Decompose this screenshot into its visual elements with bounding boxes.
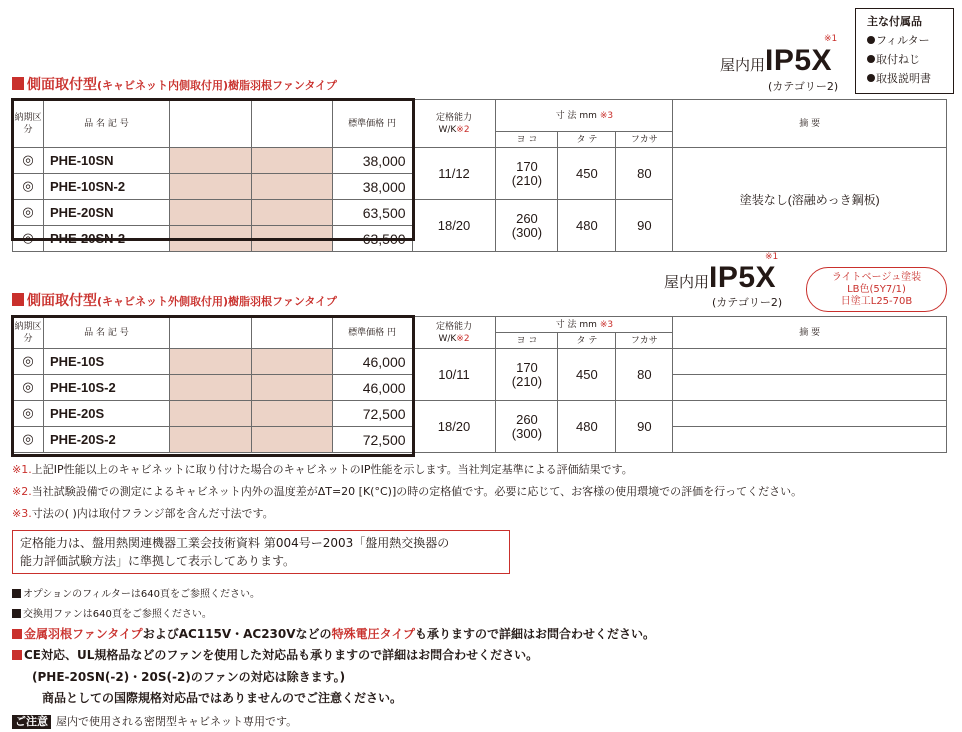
ce-ul-note: CE対応、UL規格品などのファンを使用した対応品も承りますので詳細はお問合わせください。	[12, 646, 538, 663]
ip-category: (カテゴリー2)	[712, 296, 783, 309]
depth: 90	[616, 200, 673, 252]
footnote-1: ※1.上記IP性能以上のキャビネットに取り付けた場合のキャビネットのIP性能を示します。当社判定基準による評価結果です。	[12, 463, 633, 476]
accessory-item: 取扱説明書	[867, 69, 953, 88]
product-name: PHE-10SN-2	[43, 174, 169, 200]
header-delivery: 納期区分	[13, 317, 44, 349]
bullet-icon	[867, 36, 875, 44]
remarks-cell	[673, 375, 947, 401]
table-row: ◎ PHE-10SN-2 38,000	[13, 174, 947, 200]
price: 38,000	[332, 148, 412, 174]
price: 46,000	[332, 375, 412, 401]
width: 260 (300)	[496, 200, 558, 252]
header-remarks: 摘 要	[673, 100, 947, 148]
header-width: ヨ コ	[496, 132, 558, 148]
table-row: ◎ PHE-20SN 63,500 18/20 260 (300) 480 90	[13, 200, 947, 226]
table-row: ◎ PHE-20S 72,500 18/20 260 (300) 480 90	[13, 401, 947, 427]
capacity: 10/11	[412, 349, 496, 401]
header-product: 品 名 記 号	[43, 317, 169, 349]
table-row: ◎ PHE-20S-2 72,500	[13, 427, 947, 453]
price: 72,500	[332, 427, 412, 453]
special-order-note: 金属羽根ファンタイプおよびAC115V・AC230Vなどの特殊電圧タイプも承りますので詳細はお問合わせください。	[12, 625, 655, 642]
header-depth: フカサ	[616, 132, 673, 148]
price: 38,000	[332, 174, 412, 200]
option-note: 交換用ファンは640頁をご参照ください。	[12, 605, 212, 620]
header-product: 品 名 記 号	[43, 100, 169, 148]
table-row: ◎ PHE-10S 46,000 10/11 170 (210) 450 80	[13, 349, 947, 375]
paint-spec-badge: ライトベージュ塗装 LB色(5Y7/1) 日塗工L25-70B	[806, 267, 947, 312]
header-price: 標準価格 円	[332, 317, 412, 349]
product-table	[12, 99, 947, 252]
section-title: 側面取付型(キャビネット内側取付用)樹脂羽根ファンタイプ	[12, 74, 337, 94]
bullet-icon	[867, 74, 875, 82]
ip-rating-label: 屋内用IP5X	[664, 261, 777, 294]
capacity: 11/12	[412, 148, 496, 200]
option-note: オプションのフィルターは640頁をご参照ください。	[12, 585, 260, 600]
price: 63,500	[332, 200, 412, 226]
depth: 80	[616, 349, 673, 401]
ip-note-mark: ※1	[765, 252, 779, 262]
ce-ul-exception: (PHE-20SN(-2)・20S(-2)のファンの対応は除きます。)	[32, 670, 346, 684]
width: 170 (210)	[496, 349, 558, 401]
caution-tag: ご注意	[12, 715, 51, 729]
price: 63,500	[332, 226, 412, 252]
product-name: PHE-20SN	[43, 200, 169, 226]
remarks: 塗装なし(溶融めっき鋼板)	[673, 148, 947, 252]
table-row: ◎ PHE-10S-2 46,000	[13, 375, 947, 401]
header-depth: フカサ	[616, 333, 673, 349]
caution-note: ご注意 屋内で使用される密閉型キャビネット専用です。	[12, 713, 297, 729]
header-remarks: 摘 要	[673, 317, 947, 349]
remarks-cell	[673, 427, 947, 453]
header-capacity: 定格能力 W/K※2	[412, 100, 496, 148]
capacity: 18/20	[412, 200, 496, 252]
square-bullet-icon	[12, 629, 22, 639]
product-name: PHE-10S	[43, 349, 169, 375]
ce-ul-disclaimer: 商品としての国際規格対応品ではありませんのでご注意ください。	[42, 691, 403, 705]
table-row: ◎ PHE-10SN 38,000 11/12 170 (210) 450 80 塗装なし(溶融めっき鋼板)	[13, 148, 947, 174]
depth: 80	[616, 148, 673, 200]
section-title: 側面取付型(キャビネット外側取付用)樹脂羽根ファンタイプ	[12, 290, 337, 310]
header-capacity: 定格能力 W/K※2	[412, 317, 496, 349]
height: 450	[558, 148, 616, 200]
height: 480	[558, 401, 616, 453]
square-bullet-icon	[12, 589, 21, 598]
capacity: 18/20	[412, 401, 496, 453]
depth: 90	[616, 401, 673, 453]
ip-category: (カテゴリー2)	[768, 80, 839, 93]
height: 450	[558, 349, 616, 401]
title-square-icon	[12, 293, 24, 306]
product-name: PHE-10SN	[43, 148, 169, 174]
remarks-cell	[673, 401, 947, 427]
accessory-item: フィルター	[867, 31, 953, 50]
header-dimension: 寸 法 mm ※3	[496, 317, 673, 333]
footnote-3: ※3.寸法の( )内は取付フランジ部を含んだ寸法です。	[12, 507, 274, 520]
accessories-box	[855, 8, 954, 94]
product-name: PHE-10S-2	[43, 375, 169, 401]
bullet-icon	[867, 55, 875, 63]
header-delivery: 納期区分	[13, 100, 44, 148]
product-name: PHE-20S	[43, 401, 169, 427]
header-price: 標準価格 円	[332, 100, 412, 148]
capacity-standard-box: 定格能力は、盤用熱関連機器工業会技術資料 第004号ー2003「盤用熱交換器の 能力評価試験方法」に準拠して表示してあります。	[12, 530, 510, 574]
price: 72,500	[332, 401, 412, 427]
footnote-2: ※2.当社試験設備での測定によるキャビネット内外の温度差がΔT=20 [K(°C)]の時の定格値です。必要に応じて、お客様の使用環境での評価を行ってください。	[12, 485, 803, 498]
accessory-item: 取付ねじ	[867, 50, 953, 69]
table-row: ◎ PHE-20SN-2 63,500	[13, 226, 947, 252]
ip-note-mark: ※1	[824, 34, 838, 44]
square-bullet-icon	[12, 650, 22, 660]
title-square-icon	[12, 77, 24, 90]
accessories-heading: 主な付属品	[867, 15, 922, 28]
header-width: ヨ コ	[496, 333, 558, 349]
header-height: タ テ	[558, 132, 616, 148]
remarks-cell	[673, 349, 947, 375]
square-bullet-icon	[12, 609, 21, 618]
width: 260 (300)	[496, 401, 558, 453]
height: 480	[558, 200, 616, 252]
width: 170 (210)	[496, 148, 558, 200]
product-name: PHE-20SN-2	[43, 226, 169, 252]
product-name: PHE-20S-2	[43, 427, 169, 453]
header-height: タ テ	[558, 333, 616, 349]
ip-rating-label: 屋内用IP5X	[720, 44, 833, 77]
price: 46,000	[332, 349, 412, 375]
product-table	[12, 316, 947, 453]
header-dimension: 寸 法 mm ※3	[496, 100, 673, 132]
